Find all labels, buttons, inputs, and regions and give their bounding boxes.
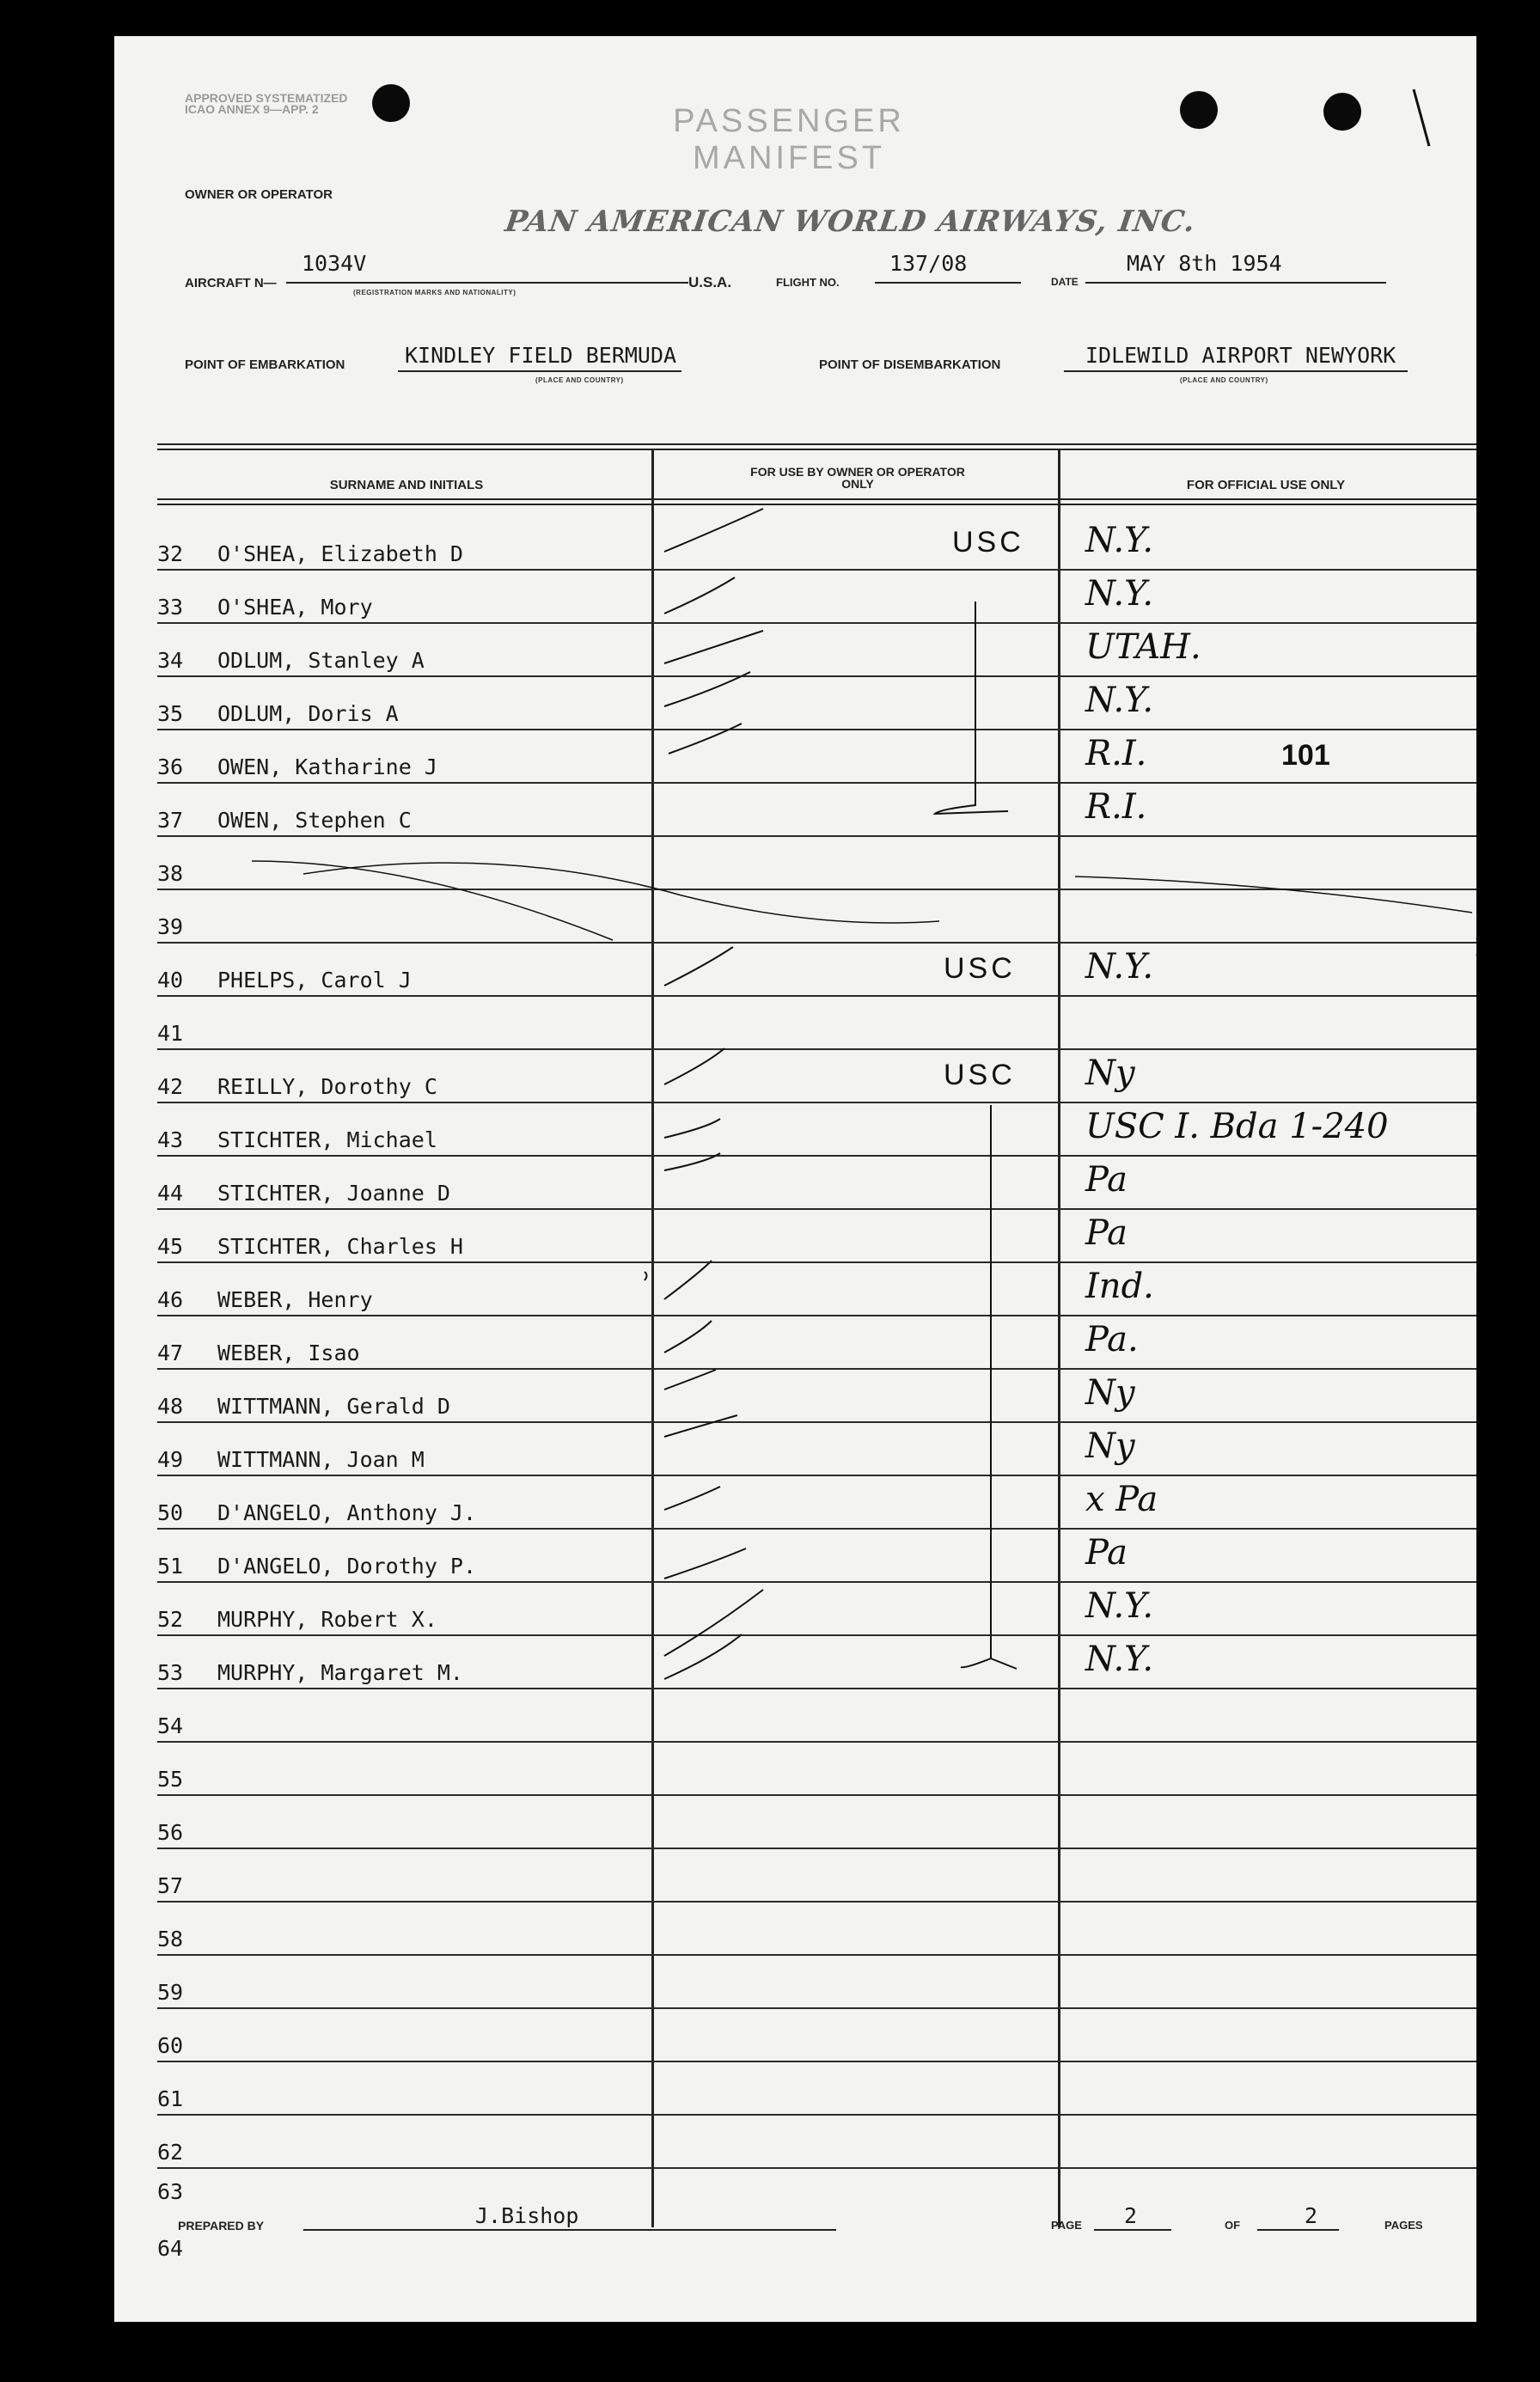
- row-number: 54: [157, 1713, 184, 1738]
- official-residence-note: R.I.: [1085, 787, 1147, 827]
- official-residence-note: Ny: [1085, 1054, 1135, 1093]
- official-residence-note: x Pa: [1085, 1480, 1158, 1519]
- of-underline: [1257, 2229, 1339, 2231]
- row-number: 50: [157, 1500, 184, 1525]
- ink-marks: [114, 36, 1476, 2322]
- official-residence-note: Pa: [1085, 1533, 1128, 1573]
- column-header-official-use: FOR OFFICIAL USE ONLY: [1186, 478, 1346, 492]
- passenger-name: STICHTER, Michael: [217, 1127, 437, 1152]
- row-number: 57: [157, 1873, 184, 1898]
- passenger-name: WITTMANN, Joan M: [217, 1447, 425, 1472]
- row-number: 33: [157, 595, 184, 620]
- row-number: 58: [157, 1927, 184, 1951]
- row-number: 35: [157, 701, 184, 726]
- official-residence-note: USC I. Bda 1-240: [1085, 1107, 1389, 1146]
- row-number: 48: [157, 1394, 184, 1419]
- row-number: 49: [157, 1447, 184, 1472]
- official-residence-note: N.Y.: [1085, 681, 1154, 720]
- aircraft-label: AIRCRAFT N—: [185, 276, 277, 290]
- official-residence-note: UTAH.: [1085, 627, 1201, 667]
- column-header-owner-use: FOR USE BY OWNER OR OPERATOR ONLY: [750, 465, 965, 491]
- row-number: 51: [157, 1554, 184, 1579]
- official-residence-note: Pa.: [1085, 1320, 1139, 1359]
- disembark-value: IDLEWILD AIRPORT NEWYORK: [1085, 343, 1396, 368]
- page-label: PAGE: [1051, 2219, 1082, 2232]
- pages-label: PAGES: [1384, 2219, 1423, 2232]
- row-number: 52: [157, 1607, 184, 1632]
- row-number: 59: [157, 1980, 184, 2005]
- citizenship-mark: USC: [944, 1059, 1016, 1091]
- prepared-by-value: J.Bishop: [475, 2203, 579, 2228]
- passenger-name: STICHTER, Charles H: [217, 1234, 463, 1259]
- passenger-name: MURPHY, Robert X.: [217, 1607, 437, 1632]
- manifest-page: [114, 36, 1476, 2322]
- official-residence-note: N.Y.: [1085, 1640, 1154, 1679]
- prepared-underline: [303, 2229, 836, 2231]
- of-value: 2: [1305, 2203, 1318, 2228]
- passenger-name: REILLY, Dorothy C: [217, 1074, 437, 1099]
- row-number: 42: [157, 1074, 184, 1099]
- row-number: 44: [157, 1181, 184, 1206]
- passenger-name: WEBER, Isao: [217, 1341, 360, 1365]
- stamp-number: 101: [1281, 739, 1330, 772]
- official-residence-note: N.Y.: [1085, 1586, 1154, 1626]
- row-number: 64: [157, 2236, 184, 2261]
- row-number: 45: [157, 1234, 184, 1259]
- disembark-label: POINT OF DISEMBARKATION: [819, 357, 1001, 372]
- document-title: PASSENGER MANIFEST: [673, 103, 905, 176]
- row-number: 62: [157, 2140, 184, 2165]
- passenger-name: PHELPS, Carol J: [217, 968, 412, 992]
- row-number: 60: [157, 2033, 184, 2058]
- passenger-name: D'ANGELO, Anthony J.: [217, 1500, 477, 1525]
- flight-value: 137/08: [889, 251, 968, 276]
- passenger-name: O'SHEA, Elizabeth D: [217, 541, 463, 566]
- embark-value: KINDLEY FIELD BERMUDA: [405, 343, 677, 368]
- aircraft-value: 1034V: [302, 251, 367, 276]
- official-residence-note: Pa: [1085, 1213, 1128, 1253]
- official-residence-note: N.Y.: [1085, 947, 1154, 986]
- row-number: 53: [157, 1660, 184, 1685]
- page-value: 2: [1124, 2203, 1138, 2228]
- row-number: 37: [157, 808, 184, 833]
- date-value: MAY 8th 1954: [1127, 251, 1282, 276]
- passenger-name: O'SHEA, Mory: [217, 595, 373, 620]
- passenger-name: OWEN, Stephen C: [217, 808, 412, 833]
- official-residence-note: Pa: [1085, 1160, 1128, 1200]
- row-number: 32: [157, 541, 184, 566]
- official-residence-note: N.Y.: [1085, 521, 1154, 560]
- page-underline: [1094, 2229, 1171, 2231]
- flight-label: FLIGHT NO.: [776, 276, 840, 289]
- passenger-name: ODLUM, Doris A: [217, 701, 399, 726]
- aircraft-sublabel: (REGISTRATION MARKS AND NATIONALITY): [353, 289, 516, 296]
- official-residence-note: Ind.: [1085, 1267, 1154, 1306]
- passenger-name: WITTMANN, Gerald D: [217, 1394, 450, 1419]
- row-number: 43: [157, 1127, 184, 1152]
- official-residence-note: Ny: [1085, 1426, 1135, 1466]
- row-number: 61: [157, 2086, 184, 2111]
- passenger-name: STICHTER, Joanne D: [217, 1181, 450, 1206]
- disembark-sublabel: (PLACE AND COUNTRY): [1180, 376, 1268, 384]
- passenger-name: WEBER, Henry: [217, 1287, 373, 1312]
- date-label: DATE: [1051, 276, 1079, 288]
- row-number: 40: [157, 968, 184, 992]
- column-header-surname: SURNAME AND INITIALS: [329, 478, 484, 492]
- official-residence-note: Ny: [1085, 1373, 1135, 1413]
- row-number: 41: [157, 1021, 184, 1046]
- passenger-name: OWEN, Katharine J: [217, 754, 437, 779]
- embark-label: POINT OF EMBARKATION: [185, 357, 345, 372]
- of-label: OF: [1225, 2219, 1241, 2232]
- official-residence-note: R.I.: [1085, 734, 1147, 773]
- official-residence-note: N.Y.: [1085, 574, 1154, 614]
- row-number: 56: [157, 1820, 184, 1845]
- prepared-by-label: PREPARED BY: [178, 2219, 265, 2232]
- row-number: 46: [157, 1287, 184, 1312]
- row-number: 55: [157, 1767, 184, 1792]
- row-number: 34: [157, 648, 184, 673]
- embark-sublabel: (PLACE AND COUNTRY): [535, 376, 624, 384]
- row-number: 36: [157, 754, 184, 779]
- citizenship-mark: USC: [944, 952, 1016, 985]
- passenger-name: MURPHY, Margaret M.: [217, 1660, 463, 1685]
- owner-label: OWNER OR OPERATOR: [185, 187, 333, 202]
- approval-note: APPROVED SYSTEMATIZED ICAO ANNEX 9—APP. 2: [185, 91, 348, 116]
- owner-name: PAN AMERICAN WORLD AIRWAYS, INC.: [503, 205, 1198, 239]
- usa-label: U.S.A.: [688, 274, 732, 290]
- row-number: 38: [157, 861, 184, 886]
- passenger-name: ODLUM, Stanley A: [217, 648, 425, 673]
- citizenship-mark: USC: [952, 526, 1024, 559]
- row-number: 47: [157, 1341, 184, 1365]
- passenger-name: D'ANGELO, Dorothy P.: [217, 1554, 477, 1579]
- row-number: 63: [157, 2179, 184, 2204]
- row-number: 39: [157, 914, 184, 939]
